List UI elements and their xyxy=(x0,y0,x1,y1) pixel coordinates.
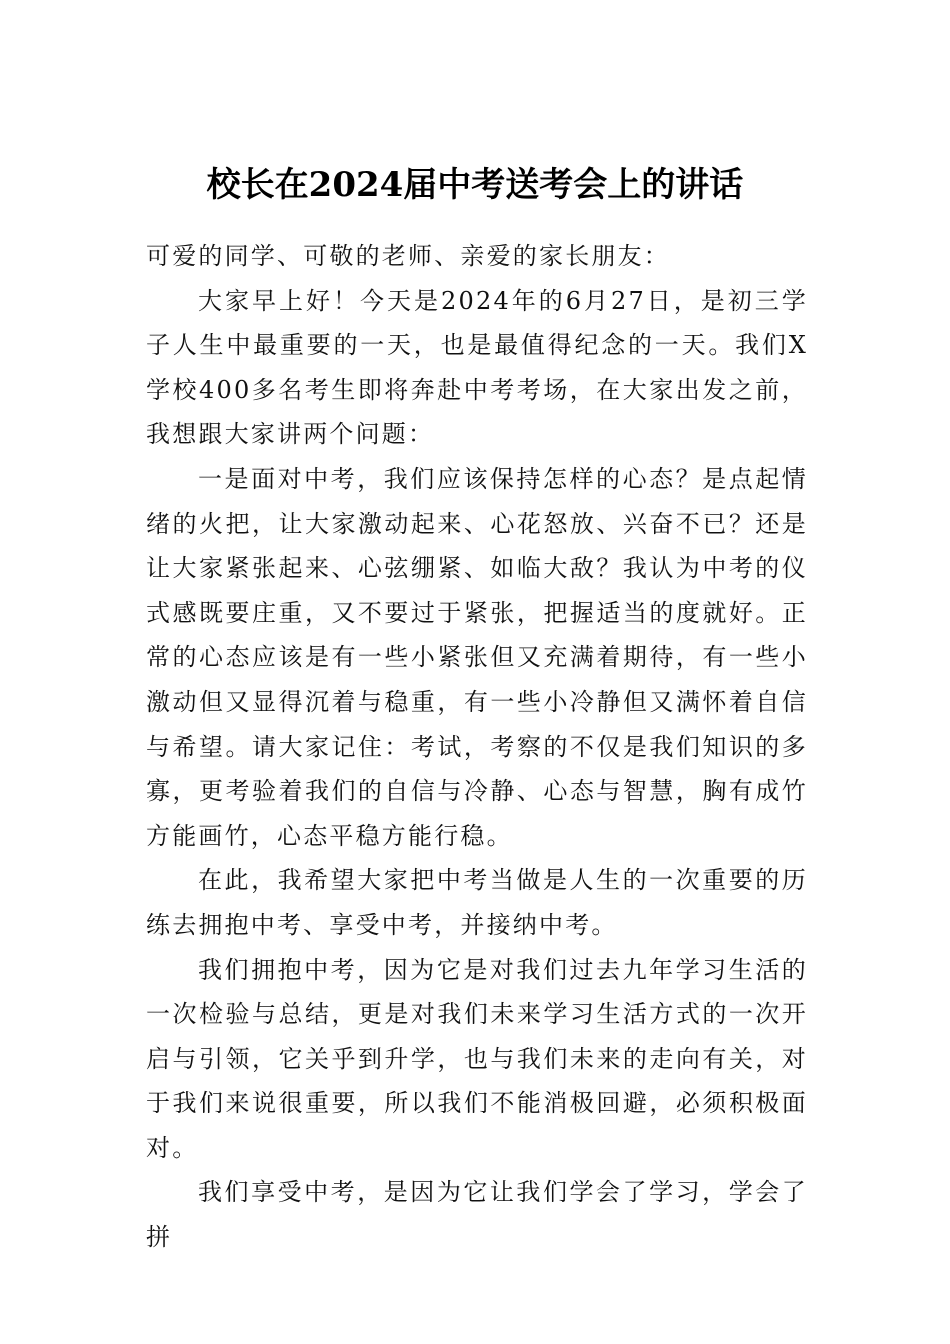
document-body xyxy=(146,234,808,1260)
document-title: 校长在2024届中考送考会上的讲话 xyxy=(206,165,744,205)
salutation: 可爱的同学、可敬的老师、亲爱的家长朋友： xyxy=(146,242,670,270)
paragraph-embrace: 我们拥抱中考，因为它是对我们过去九年学习生活的一次检验与总结，更是对我们未来学习生活方式的一次开启与引领，它关乎到升学，也与我们未来的走向有关，对于我们来说很重要，所以我们不能消极回避，必须积极面对。 xyxy=(146,955,808,1162)
paragraph-embrace-summary: 在此，我希望大家把中考当做是人生的一次重要的历练去拥抱中考、享受中考，并接纳中考。 xyxy=(146,866,808,939)
paragraph-enjoy: 我们享受中考，是因为它让我们学会了学习，学会了拼 xyxy=(146,1178,808,1252)
paragraph-mindset: 一是面对中考，我们应该保持怎样的心态？是点起情绪的火把，让大家激动起来、心花怒放、兴奋不已？还是让大家紧张起来、心弦绷紧、如临大敌？我认为中考的仪式感既要庄重，又不要过于紧张，把握适当的度就好。正常的心态应该是有一些小紧张但又充满着期待，有一些小激动但又显得沉着与稳重，有一些小冷静但又满怀着自信与希望。请大家记住：考试，考察的不仅是我们知识的多寡，更考验着我们的自信与冷静、心态与智慧，胸有成竹方能画竹，心态平稳方能行稳。 xyxy=(146,464,808,850)
paragraph-greeting: 大家早上好！今天是2024年的6月27日，是初三学子人生中最重要的一天，也是最值得纪念的一天。我们X学校400多名考生即将奔赴中考考场，在大家出发之前，我想跟大家讲两个问题： xyxy=(146,286,808,449)
